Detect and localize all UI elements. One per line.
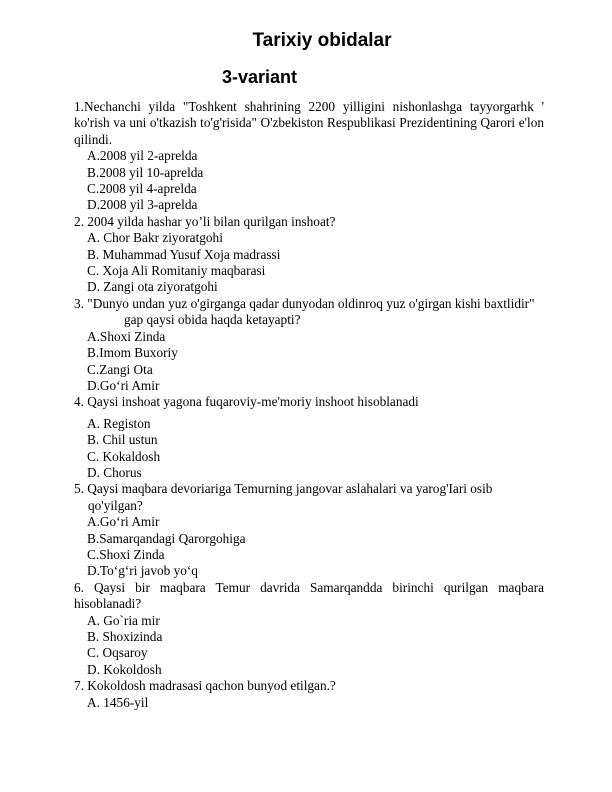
question-text: 4. Qaysi inshoat yagona fuqaroviy-me'moriy inshoot hisoblanadi bbox=[74, 394, 419, 410]
question-text-part-2: gap qaysi obida haqda ketayapti? bbox=[124, 312, 301, 328]
option-c[interactable]: C. Xoja Ali Romitaniy maqbarasi bbox=[87, 263, 266, 279]
option-d[interactable]: D.To‘g‘ri javob yo‘q bbox=[87, 563, 198, 579]
option-d[interactable]: D.2008 yil 3-aprelda bbox=[87, 197, 198, 213]
option-d[interactable]: D. Zangi ota ziyoratgohi bbox=[87, 279, 218, 295]
options bbox=[74, 613, 544, 679]
options bbox=[74, 230, 544, 296]
option-a[interactable]: A. Go`ria mir bbox=[87, 612, 160, 628]
options bbox=[74, 148, 544, 214]
option-b[interactable]: B. Chil ustun bbox=[87, 432, 158, 448]
question-text: 7. Kokoldosh madrasasi qachon bunyod etilgan.? bbox=[74, 678, 336, 694]
option-a[interactable]: A. 1456-yil bbox=[87, 694, 149, 710]
option-d[interactable]: D.Go‘ri Amir bbox=[87, 377, 160, 393]
question-3 bbox=[74, 296, 544, 394]
option-c[interactable]: C.2008 yil 4-aprelda bbox=[87, 181, 197, 197]
variant-heading: 3-variant bbox=[222, 67, 298, 87]
question-text-part-1: 5. Qaysi maqbara devoriariga Temurning jangovar aslahalari va yarog'Iari osib bbox=[74, 481, 493, 497]
option-d[interactable]: D. Kokoldosh bbox=[87, 661, 162, 677]
option-a[interactable]: A. Chor Bakr ziyoratgohi bbox=[87, 230, 223, 246]
question-text-part-2: qo'yilgan? bbox=[88, 497, 143, 513]
option-c[interactable]: C. Oqsaroy bbox=[87, 645, 148, 661]
option-b[interactable]: B. Shoxizinda bbox=[87, 629, 163, 644]
options bbox=[74, 514, 544, 580]
question-text bbox=[74, 296, 544, 329]
option-b[interactable]: B.Imom Buxoriy bbox=[87, 345, 178, 361]
question-text-part-1: 3. "Dunyo undan yuz o'girganga qadar dunyodan oldinroq yuz o'girgan kishi baxtlidir" bbox=[74, 295, 535, 311]
option-b[interactable]: B. Muhammad Yusuf Xoja madrassi bbox=[87, 246, 281, 262]
option-a[interactable]: A.2008 yil 2-aprelda bbox=[87, 148, 198, 164]
document-title: Tarixiy obidalar bbox=[252, 30, 392, 51]
options bbox=[74, 329, 544, 395]
question-text: 2. 2004 yilda hashar yo’li bilan qurilgan inshoat? bbox=[74, 213, 336, 229]
option-a[interactable]: A. Registon bbox=[87, 415, 151, 431]
question-list bbox=[74, 99, 544, 711]
option-b[interactable]: B.2008 yil 10-aprelda bbox=[87, 164, 204, 180]
options bbox=[74, 416, 544, 482]
question-1 bbox=[74, 99, 544, 214]
question-6 bbox=[74, 580, 544, 678]
question-text bbox=[74, 481, 544, 514]
option-c[interactable]: C. Kokaldosh bbox=[87, 448, 161, 464]
option-b[interactable]: B.Samarqandagi Qarorgohiga bbox=[87, 530, 246, 546]
question-text: 6. Qaysi bir maqbara Temur davrida Samarqandda birinchi qurilgan maqbara hisoblanadi? bbox=[74, 579, 544, 612]
option-c[interactable]: C.Shoxi Zinda bbox=[87, 546, 165, 562]
option-a[interactable]: A.Go‘ri Amir bbox=[87, 514, 160, 530]
option-a[interactable]: A.Shoxi Zinda bbox=[87, 328, 166, 344]
option-c[interactable]: C.Zangi Ota bbox=[87, 361, 153, 377]
question-text: 1.Nechanchi yilda "Toshkent shahrining 2200 yilligini nishonlashga tayyorgarhk ' ko'rish va uni o'tkazish to'g'risida" O'zbekiston Respublikasi Prezidentining Qarori e'lon qilindi. bbox=[74, 99, 544, 147]
options bbox=[74, 695, 544, 711]
question-7 bbox=[74, 678, 544, 711]
question-2 bbox=[74, 214, 544, 296]
option-d[interactable]: D. Chorus bbox=[87, 464, 142, 480]
question-5 bbox=[74, 481, 544, 579]
question-4 bbox=[74, 394, 544, 481]
